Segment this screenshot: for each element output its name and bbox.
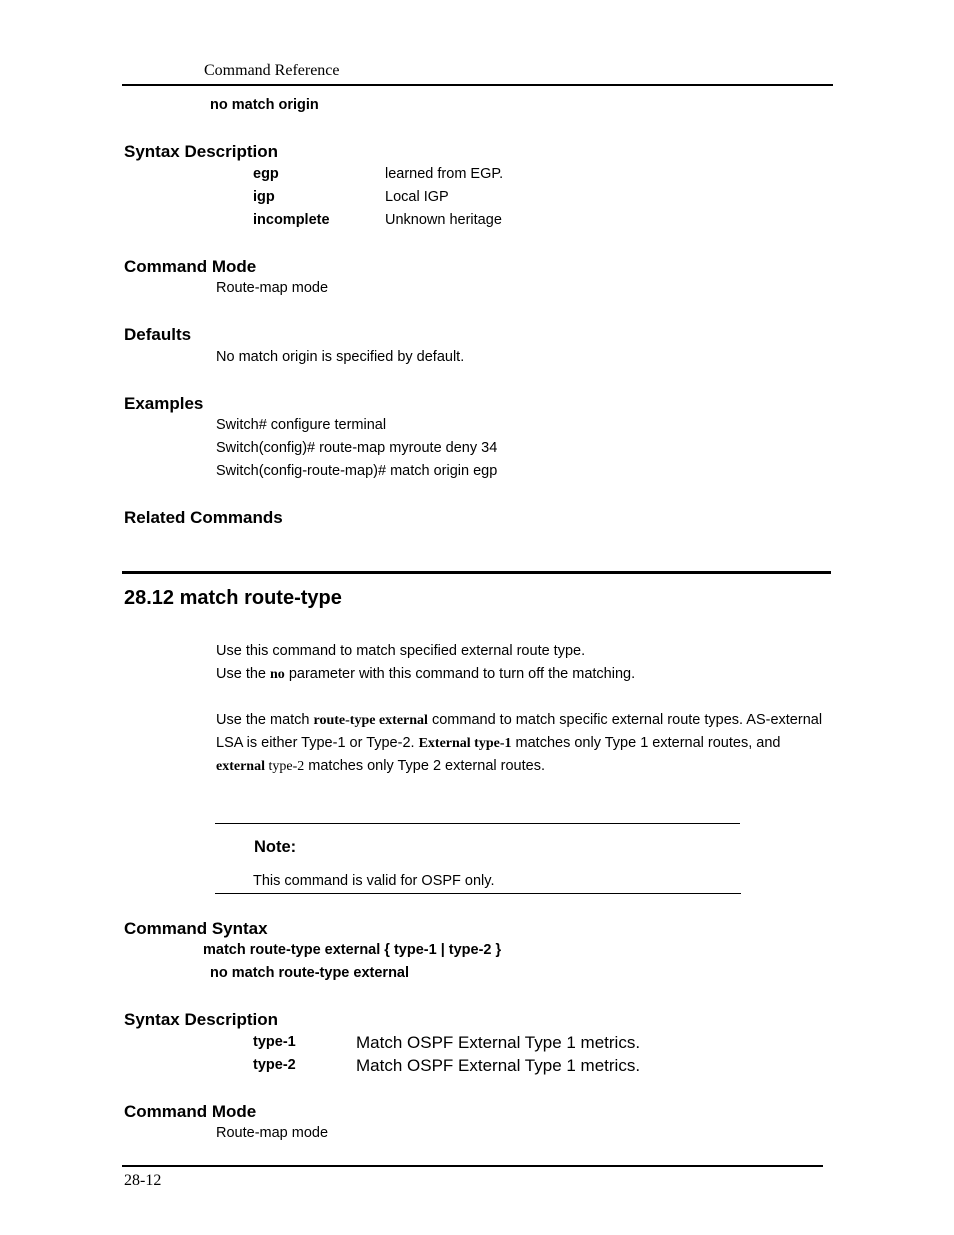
desc-igp: Local IGP: [385, 189, 449, 205]
heading-command-mode: Command Mode: [124, 1102, 257, 1121]
route-type-external-keyword: route-type external: [313, 713, 428, 728]
term-igp: igp: [253, 189, 275, 205]
footer-rule: [122, 1165, 823, 1167]
heading-syntax-description: Syntax Description: [124, 142, 278, 161]
note-text: This command is valid for OSPF only.: [253, 873, 495, 889]
type-2-keyword: type-2: [264, 759, 305, 774]
section-title: 28.12 match route-type: [124, 587, 342, 609]
running-header: Command Reference: [204, 62, 340, 79]
paragraph-line-3: external type-2 matches only Type 2 external routes.: [216, 758, 545, 774]
heading-defaults: Defaults: [124, 325, 192, 344]
term-egp: egp: [253, 166, 279, 182]
desc-egp: learned from EGP.: [385, 166, 504, 182]
page-number: 28-12: [124, 1172, 162, 1189]
syntax-line-no-match-origin: no match origin: [210, 97, 319, 113]
note-top-rule: [215, 823, 740, 824]
command-mode-text: Route-map mode: [216, 1125, 329, 1141]
defaults-text: No match origin is specified by default.: [216, 349, 465, 365]
example-line: Switch# configure terminal: [216, 417, 387, 433]
external-keyword: external: [216, 759, 265, 774]
section-rule: [122, 571, 831, 574]
no-keyword: no: [270, 667, 285, 682]
note-label: Note:: [254, 838, 297, 856]
term-incomplete: incomplete: [253, 212, 330, 228]
term-type-1: type-1: [253, 1034, 296, 1050]
command-syntax-line-1: match route-type external { type-1 | type-2 }: [203, 942, 502, 958]
desc-incomplete: Unknown heritage: [385, 212, 502, 228]
paragraph-line-1: Use the match route-type external command to match specific external route types. AS-external: [216, 712, 823, 728]
external-type-1-keyword: External type-1: [418, 736, 512, 751]
intro-line-1: Use this command to match specified external route type.: [216, 643, 586, 659]
heading-command-syntax: Command Syntax: [124, 919, 268, 938]
term-type-2: type-2: [253, 1057, 296, 1073]
paragraph-line-2: LSA is either Type-1 or Type-2. External type-1 matches only Type 1 external routes, and: [216, 735, 781, 751]
heading-syntax-description: Syntax Description: [124, 1010, 278, 1029]
header-rule: [122, 84, 833, 86]
heading-command-mode: Command Mode: [124, 257, 257, 276]
example-line: Switch(config)# route-map myroute deny 34: [216, 440, 498, 456]
note-bottom-rule: [215, 893, 741, 894]
heading-related-commands: Related Commands: [124, 508, 283, 527]
command-syntax-line-2: no match route-type external: [210, 965, 410, 981]
desc-type-2: Match OSPF External Type 1 metrics.: [356, 1056, 641, 1075]
heading-examples: Examples: [124, 394, 204, 413]
example-line: Switch(config-route-map)# match origin egp: [216, 463, 498, 479]
intro-line-2: Use the no parameter with this command to turn off the matching.: [216, 666, 636, 682]
desc-type-1: Match OSPF External Type 1 metrics.: [356, 1033, 641, 1052]
command-mode-text: Route-map mode: [216, 280, 329, 296]
